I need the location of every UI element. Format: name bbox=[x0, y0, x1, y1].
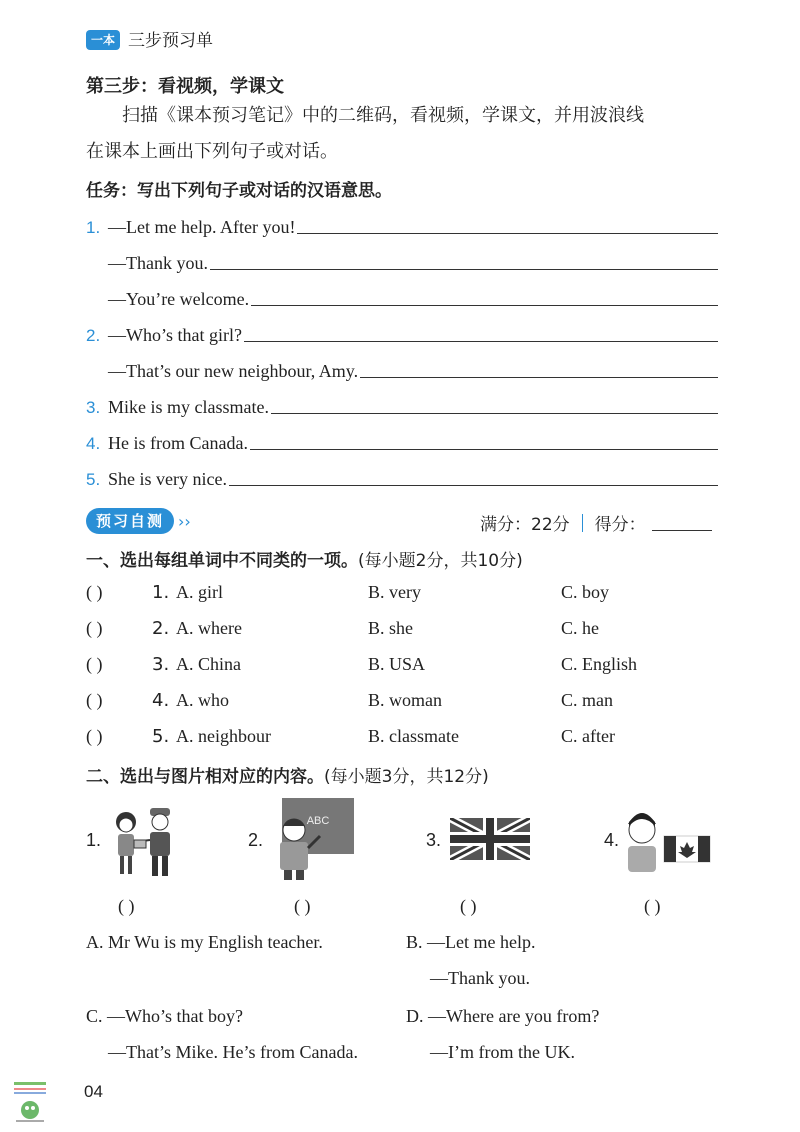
sentence: He is from Canada. bbox=[108, 433, 248, 453]
item-number: 1. bbox=[86, 218, 101, 237]
option-c: C. boy bbox=[561, 582, 610, 602]
item-number: 3. bbox=[86, 398, 101, 417]
question-number: 1. bbox=[152, 582, 170, 603]
section2-note: (每小题3分，共12分) bbox=[324, 767, 489, 787]
picture-helping-illustration bbox=[104, 800, 186, 880]
step3-title: 第三步：看视频，学课文 bbox=[86, 76, 284, 97]
score-label: 得分： bbox=[594, 515, 646, 535]
sentence: She is very nice. bbox=[108, 469, 227, 489]
answer-line[interactable] bbox=[271, 412, 718, 414]
translate-row-1 bbox=[86, 210, 718, 238]
picture-number-3: 3. bbox=[426, 830, 442, 850]
answer-line[interactable] bbox=[360, 376, 718, 378]
section2-heading: 二、选出与图片相对应的内容。 bbox=[86, 767, 324, 787]
option-c: C. after bbox=[561, 726, 615, 746]
full-score: 满分：22分 bbox=[480, 515, 570, 535]
picture-answer-4[interactable]: ( ) bbox=[644, 896, 661, 916]
answer-line[interactable] bbox=[297, 232, 718, 234]
answer-paren[interactable]: ( ) bbox=[86, 582, 103, 602]
item-number: 2. bbox=[86, 326, 101, 345]
uk-flag-icon bbox=[450, 818, 530, 860]
sentence: —Thank you. bbox=[108, 253, 208, 273]
mcq-row-3 bbox=[86, 654, 726, 682]
item-number: 4. bbox=[86, 434, 101, 453]
question-number: 2. bbox=[152, 618, 170, 639]
answer-line[interactable] bbox=[229, 484, 718, 486]
task-heading: 任务：写出下列句子或对话的汉语意思。 bbox=[86, 181, 392, 201]
chevron-right-icon: ›› bbox=[178, 511, 191, 531]
sentence: —Let me help. After you! bbox=[108, 217, 296, 237]
instruction-line2: 在课本上画出下列句子或对话。 bbox=[86, 141, 338, 162]
board-text: ABC bbox=[306, 815, 330, 827]
option-b: B. USA bbox=[368, 654, 426, 674]
item-number: 5. bbox=[86, 470, 101, 489]
translate-row-6 bbox=[86, 390, 718, 418]
option-b: B. woman bbox=[368, 690, 442, 710]
picture-number-4: 4. bbox=[604, 830, 620, 850]
translate-row-4 bbox=[86, 318, 718, 346]
answer-line[interactable] bbox=[210, 268, 718, 270]
brand-badge: 一本 bbox=[86, 30, 120, 50]
option-b-line1: B. —Let me help. bbox=[406, 932, 536, 952]
answer-paren[interactable]: ( ) bbox=[86, 654, 103, 674]
self-test-banner bbox=[86, 508, 191, 534]
picture-teacher-illustration bbox=[266, 796, 356, 882]
answer-line[interactable] bbox=[250, 448, 718, 450]
answer-paren[interactable]: ( ) bbox=[86, 726, 103, 746]
translate-row-2 bbox=[108, 246, 718, 274]
answer-paren[interactable]: ( ) bbox=[86, 690, 103, 710]
translate-row-5 bbox=[108, 354, 718, 382]
option-d-line1: D. —Where are you from? bbox=[406, 1006, 600, 1026]
picture-answer-3[interactable]: ( ) bbox=[460, 896, 477, 916]
option-c: C. English bbox=[561, 654, 638, 674]
sentence: Mike is my classmate. bbox=[108, 397, 269, 417]
mcq-row-1 bbox=[86, 582, 726, 610]
answer-line[interactable] bbox=[251, 304, 718, 306]
mcq-row-5 bbox=[86, 726, 726, 754]
divider bbox=[582, 514, 583, 532]
translate-row-3 bbox=[108, 282, 718, 310]
picture-boy-canada-illustration bbox=[622, 802, 714, 874]
answer-paren[interactable]: ( ) bbox=[86, 618, 103, 638]
option-c: C. he bbox=[561, 618, 599, 638]
option-a: A. where bbox=[176, 618, 242, 638]
self-test-label: 预习自测 bbox=[86, 508, 174, 534]
option-a: A. neighbour bbox=[176, 726, 271, 746]
picture-answer-2[interactable]: ( ) bbox=[294, 896, 311, 916]
option-c-line1: C. —Who’s that boy? bbox=[86, 1006, 243, 1026]
option-b: B. very bbox=[368, 582, 421, 602]
header-title: 三步预习单 bbox=[128, 31, 213, 51]
question-number: 4. bbox=[152, 690, 170, 711]
page-number: 04 bbox=[84, 1082, 103, 1101]
corner-logo-icon bbox=[10, 1080, 50, 1126]
sentence: —You’re welcome. bbox=[108, 289, 250, 309]
option-b: B. she bbox=[368, 618, 413, 638]
score-box bbox=[480, 510, 712, 535]
section1-heading: 一、选出每组单词中不同类的一项。 bbox=[86, 551, 358, 571]
picture-number-2: 2. bbox=[248, 830, 264, 850]
section1-note: (每小题2分，共10分) bbox=[358, 551, 523, 571]
mcq-row-2 bbox=[86, 618, 726, 646]
sentence: —Who’s that girl? bbox=[108, 325, 242, 345]
option-a: A. China bbox=[176, 654, 241, 674]
mcq-row-4 bbox=[86, 690, 726, 718]
option-d-line2: —I’m from the UK. bbox=[430, 1042, 575, 1062]
option-a: A. girl bbox=[176, 582, 223, 602]
option-a: A. who bbox=[176, 690, 229, 710]
picture-number-1: 1. bbox=[86, 830, 102, 850]
section2-title bbox=[86, 762, 489, 787]
option-b: B. classmate bbox=[368, 726, 459, 746]
option-a-text: A. Mr Wu is my English teacher. bbox=[86, 932, 323, 952]
picture-answer-1[interactable]: ( ) bbox=[118, 896, 135, 916]
section1-title bbox=[86, 546, 523, 571]
score-field[interactable] bbox=[652, 514, 712, 531]
option-c-line2: —That’s Mike. He’s from Canada. bbox=[108, 1042, 358, 1062]
option-b-line2: —Thank you. bbox=[430, 968, 530, 988]
translate-row-8 bbox=[86, 462, 718, 490]
instruction-line1: 扫描《课本预习笔记》中的二维码，看视频，学课文，并用波浪线 bbox=[122, 105, 644, 126]
option-c: C. man bbox=[561, 690, 613, 710]
question-number: 3. bbox=[152, 654, 170, 675]
answer-line[interactable] bbox=[244, 340, 718, 342]
question-number: 5. bbox=[152, 726, 170, 747]
translate-row-7 bbox=[86, 426, 718, 454]
sentence: —That’s our new neighbour, Amy. bbox=[108, 361, 359, 381]
